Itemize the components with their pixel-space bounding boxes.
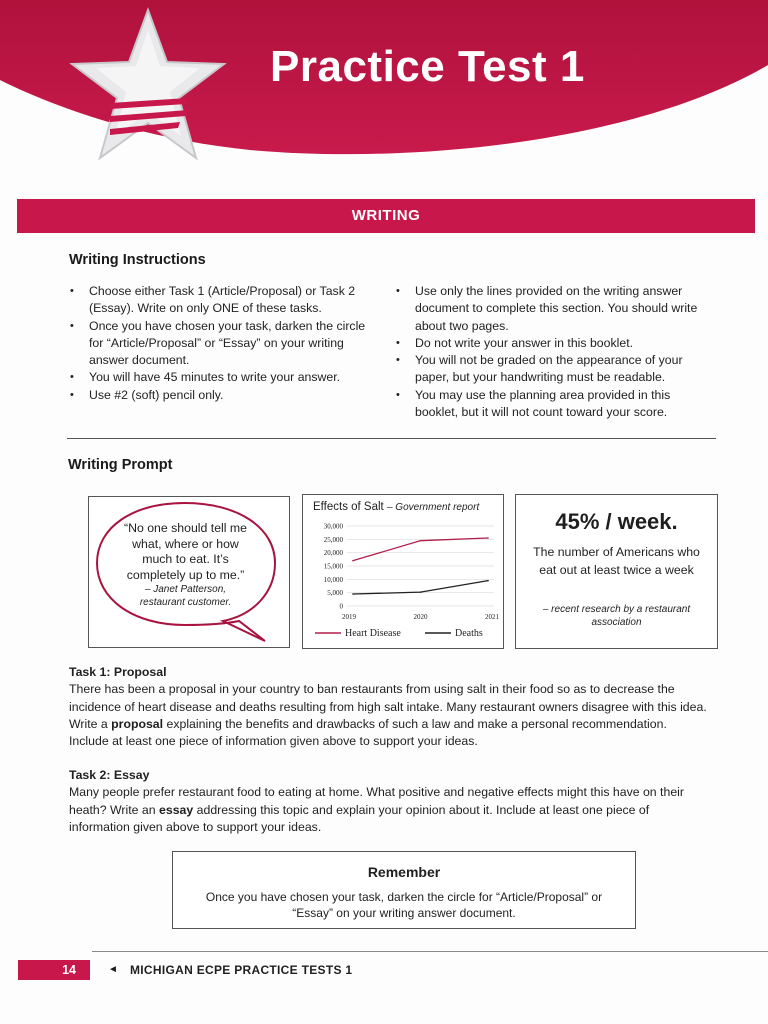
task2-keyword: essay: [159, 802, 194, 817]
chart-data-point: [487, 537, 489, 539]
quote-text: “No one should tell me what, where or how much to eat. It’s completely up to me.”: [123, 521, 248, 582]
chart-data-point: [487, 580, 489, 582]
chart-y-tick-label: 15,000: [323, 562, 343, 571]
page-number: 14: [62, 963, 76, 977]
stat-source: – recent research by a restaurant association: [542, 604, 691, 628]
remember-box: [172, 851, 636, 929]
page-number-badge: [18, 960, 90, 980]
footer-book-title: MICHIGAN ECPE PRACTICE TESTS 1: [130, 963, 353, 977]
chart-x-tick-label: 2020: [413, 613, 428, 621]
chart-y-tick-label: 20,000: [323, 549, 343, 558]
stat-description: The number of Americans who eat out at least twice a week: [533, 545, 700, 577]
chart-data-point: [352, 560, 354, 562]
chart-y-tick-label: 25,000: [323, 535, 343, 544]
section-label: WRITING: [351, 207, 421, 224]
task1-title: Task 1: Proposal: [69, 665, 167, 679]
chart-subtitle: – Government report: [386, 502, 480, 513]
chart-legend-label: Heart Disease: [345, 628, 401, 639]
instruction-item: • Once you have chosen your task, darken the circle for “Article/Proposal” or “Essay” on your writing answer document.: [70, 318, 376, 370]
task1-body: [69, 681, 709, 750]
task2-text-end: addressing this topic and explain your opinion about it. Include at least one piece of information given above to support your ideas.: [69, 802, 650, 834]
chart-x-tick-label: 2019: [342, 613, 356, 621]
prompt-heading: Writing Prompt: [68, 457, 173, 473]
chart-data-point: [352, 593, 354, 595]
section-divider: [67, 438, 716, 439]
instruction-item: • Choose either Task 1 (Article/Proposal) or Task 2 (Essay). Write on only ONE of these tasks.: [70, 283, 376, 318]
chart-y-tick-label: 10,000: [323, 575, 343, 584]
chart-y-tick-label: 30,000: [323, 522, 343, 531]
task2-body: [69, 784, 709, 836]
task1: [69, 664, 709, 750]
remember-title: Remember: [367, 864, 441, 880]
triangle-left-icon: ◄: [108, 964, 118, 975]
task2-title: Task 2: Essay: [69, 768, 150, 782]
line-chart: [303, 495, 503, 648]
instructions-list-left: [70, 283, 376, 404]
instruction-item: • You will have 45 minutes to write your answer.: [70, 369, 376, 386]
chart-box: [302, 494, 504, 649]
header-banner: [0, 0, 768, 200]
instruction-item: • You may use the planning area provided in this booklet, but it will not count toward your score.: [396, 387, 708, 422]
quote-box: [88, 496, 290, 648]
stat-box: [515, 494, 718, 649]
task1-text: There has been a proposal in your country to ban restaurants from using salt in their food so as to decrease the incidence of heart disease and deaths resulting from high salt intake. Many restaurant owners disagree with this idea. Write a: [69, 682, 707, 731]
chart-y-tick-label: 0: [339, 602, 343, 611]
chart-data-point: [420, 591, 422, 593]
remember-text: Once you have chosen your task, darken the circle for “Article/Proposal” or “Essay” on your writing answer document.: [205, 890, 603, 920]
instructions-heading: Writing Instructions: [69, 252, 206, 268]
task1-text-end: explaining the benefits and drawbacks of such a law and make a personal recommendation. Include at least one piece of information given above to support your ideas.: [69, 716, 667, 749]
page-title: Practice Test 1: [270, 42, 585, 91]
chart-x-tick-label: 2021: [485, 613, 499, 621]
instruction-item: • Use only the lines provided on the writing answer document to complete this section. You should write about two pages.: [396, 283, 708, 335]
chart-title-main: Effects of Salt: [313, 501, 384, 513]
chart-y-tick-label: 5,000: [327, 589, 343, 598]
instruction-item: • You will not be graded on the appearance of your paper, but your handwriting must be readable.: [396, 352, 708, 387]
instruction-item: • Use #2 (soft) pencil only.: [70, 387, 376, 404]
chart-data-point: [420, 540, 422, 542]
instruction-item: • Do not write your answer in this booklet.: [396, 335, 708, 352]
stat-value: 45% / week.: [555, 509, 678, 534]
quote-attribution: – Janet Patterson, restaurant customer.: [139, 584, 232, 608]
chart-legend-label: Deaths: [455, 628, 483, 639]
task1-keyword: proposal: [111, 716, 164, 731]
section-bar: [17, 199, 755, 233]
footer-rule: [92, 951, 768, 952]
task2: [69, 767, 709, 836]
task2-text: Many people prefer restaurant food to eating at home. What positive and negative effects might this have on their heath? Write an: [69, 785, 684, 817]
instructions-list-right: [396, 283, 708, 421]
